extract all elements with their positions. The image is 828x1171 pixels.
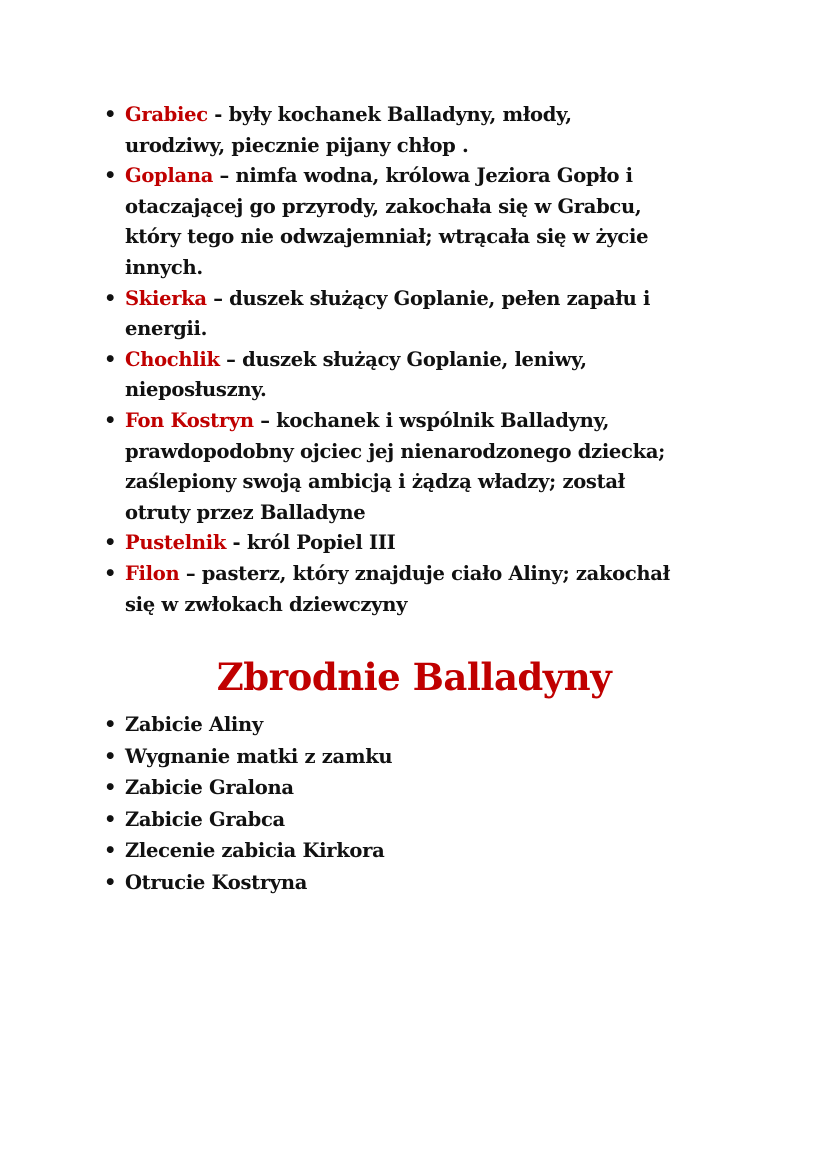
crime-item [104,835,704,867]
character-name: Chochlik [125,347,220,371]
crime-item [104,709,704,741]
character-description: – duszek służący Goplanie, leniwy, nieposłuszny. [125,347,587,402]
character-description: - król Popiel III [226,531,396,555]
crime-text: Zlecenie zabicia Kirkora [125,839,385,863]
bullet-icon: • [104,408,117,432]
character-item [104,345,724,406]
bullet-icon: • [104,713,117,736]
crime-text: Zabicie Gralona [125,776,294,800]
character-name: Grabiec [125,103,208,126]
crime-item [104,741,704,773]
character-description: - były kochanek Balladyny, młody, urodziwy, piecznie pijany chłop . [125,103,572,157]
bullet-icon: • [104,744,117,768]
character-name: Skierka [125,286,207,310]
crime-item [104,867,704,899]
character-item [104,559,724,620]
character-item [104,284,724,345]
character-name: Pustelnik [125,531,227,555]
section-title: Zbrodnie Balladyny [216,655,612,699]
crime-text: Zabicie Grabca [125,807,285,831]
characters-list [104,100,724,620]
bullet-icon: • [104,103,117,126]
character-name: Filon [125,561,180,585]
bullet-icon: • [104,286,117,310]
crime-text: Wygnanie matki z zamku [125,744,393,768]
bullet-icon: • [104,164,117,188]
bullet-icon: • [104,531,117,555]
bullet-icon: • [104,776,117,800]
bullet-icon: • [104,561,117,585]
bullet-icon: • [104,839,117,863]
character-item [104,100,724,161]
crime-item [104,772,704,804]
character-description: – kochanek i wspólnik Balladyny, prawdopodobny ojciec jej nienarodzonego dziecka; zaślepiony swoją ambicją i żądzą władzy; został otruty przez Balladyne [125,408,666,524]
character-name: Fon Kostryn [125,408,254,432]
bullet-icon: • [104,807,117,831]
crimes-list [104,709,704,899]
character-item [104,406,724,528]
character-description: – pasterz, który znajduje ciało Aliny; zakochał się w zwłokach dziewczyny [125,561,670,616]
bullet-icon: • [104,347,117,371]
crime-text: Otrucie Kostryna [125,870,308,894]
character-name: Goplana [125,164,214,188]
character-description: – duszek służący Goplanie, pełen zapału i energii. [125,286,651,341]
bullet-icon: • [104,870,117,894]
crime-item [104,804,704,836]
character-description: – nimfa wodna, królowa Jeziora Gopło i otaczającej go przyrody, zakochała się w Grabcu, który tego nie odwzajemniał; wtrącała się w życie innych. [125,164,649,279]
crime-text: Zabicie Aliny [125,713,263,736]
character-item [104,528,724,559]
character-item [104,161,724,283]
